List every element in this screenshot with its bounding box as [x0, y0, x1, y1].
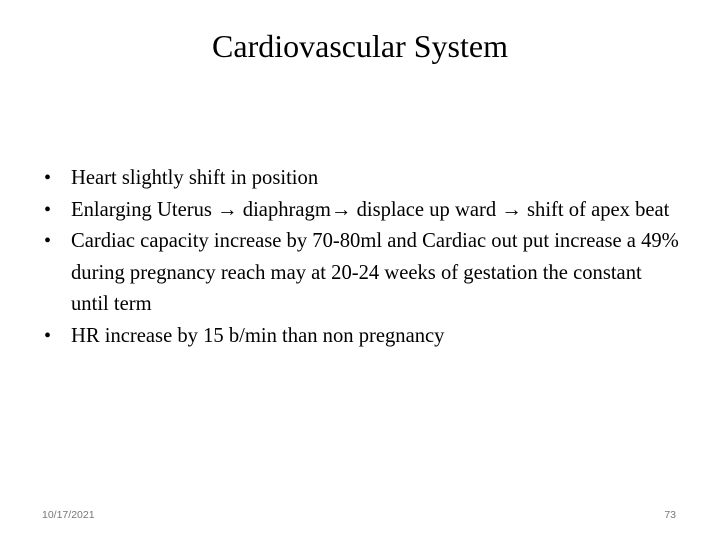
bullet-icon: •	[44, 324, 52, 347]
bullet-text: HR increase by 15 b/min than non pregnancy	[71, 324, 445, 347]
bullet-item	[44, 163, 684, 195]
bullet-text: Cardiac capacity increase by 70-80ml and Cardiac out put increase a 49% during pregnancy reach may at 20-24 weeks of gestation the constant until term	[71, 230, 679, 315]
bullet-icon: •	[44, 230, 52, 252]
bullet-icon: •	[44, 198, 52, 221]
bullet-item	[44, 321, 684, 353]
bullet-item	[44, 195, 684, 227]
slide-title: Cardiovascular System	[212, 28, 508, 64]
bullet-item	[44, 226, 684, 321]
bullet-text: Heart slightly shift in position	[71, 167, 319, 189]
bullet-icon: •	[44, 167, 52, 189]
bullet-list	[44, 163, 684, 352]
footer-date: 10/17/2021	[42, 509, 95, 521]
page-number: 73	[664, 509, 676, 521]
bullet-text: Enlarging Uterus → diaphragm→ displace up ward → shift of apex beat	[71, 198, 670, 221]
